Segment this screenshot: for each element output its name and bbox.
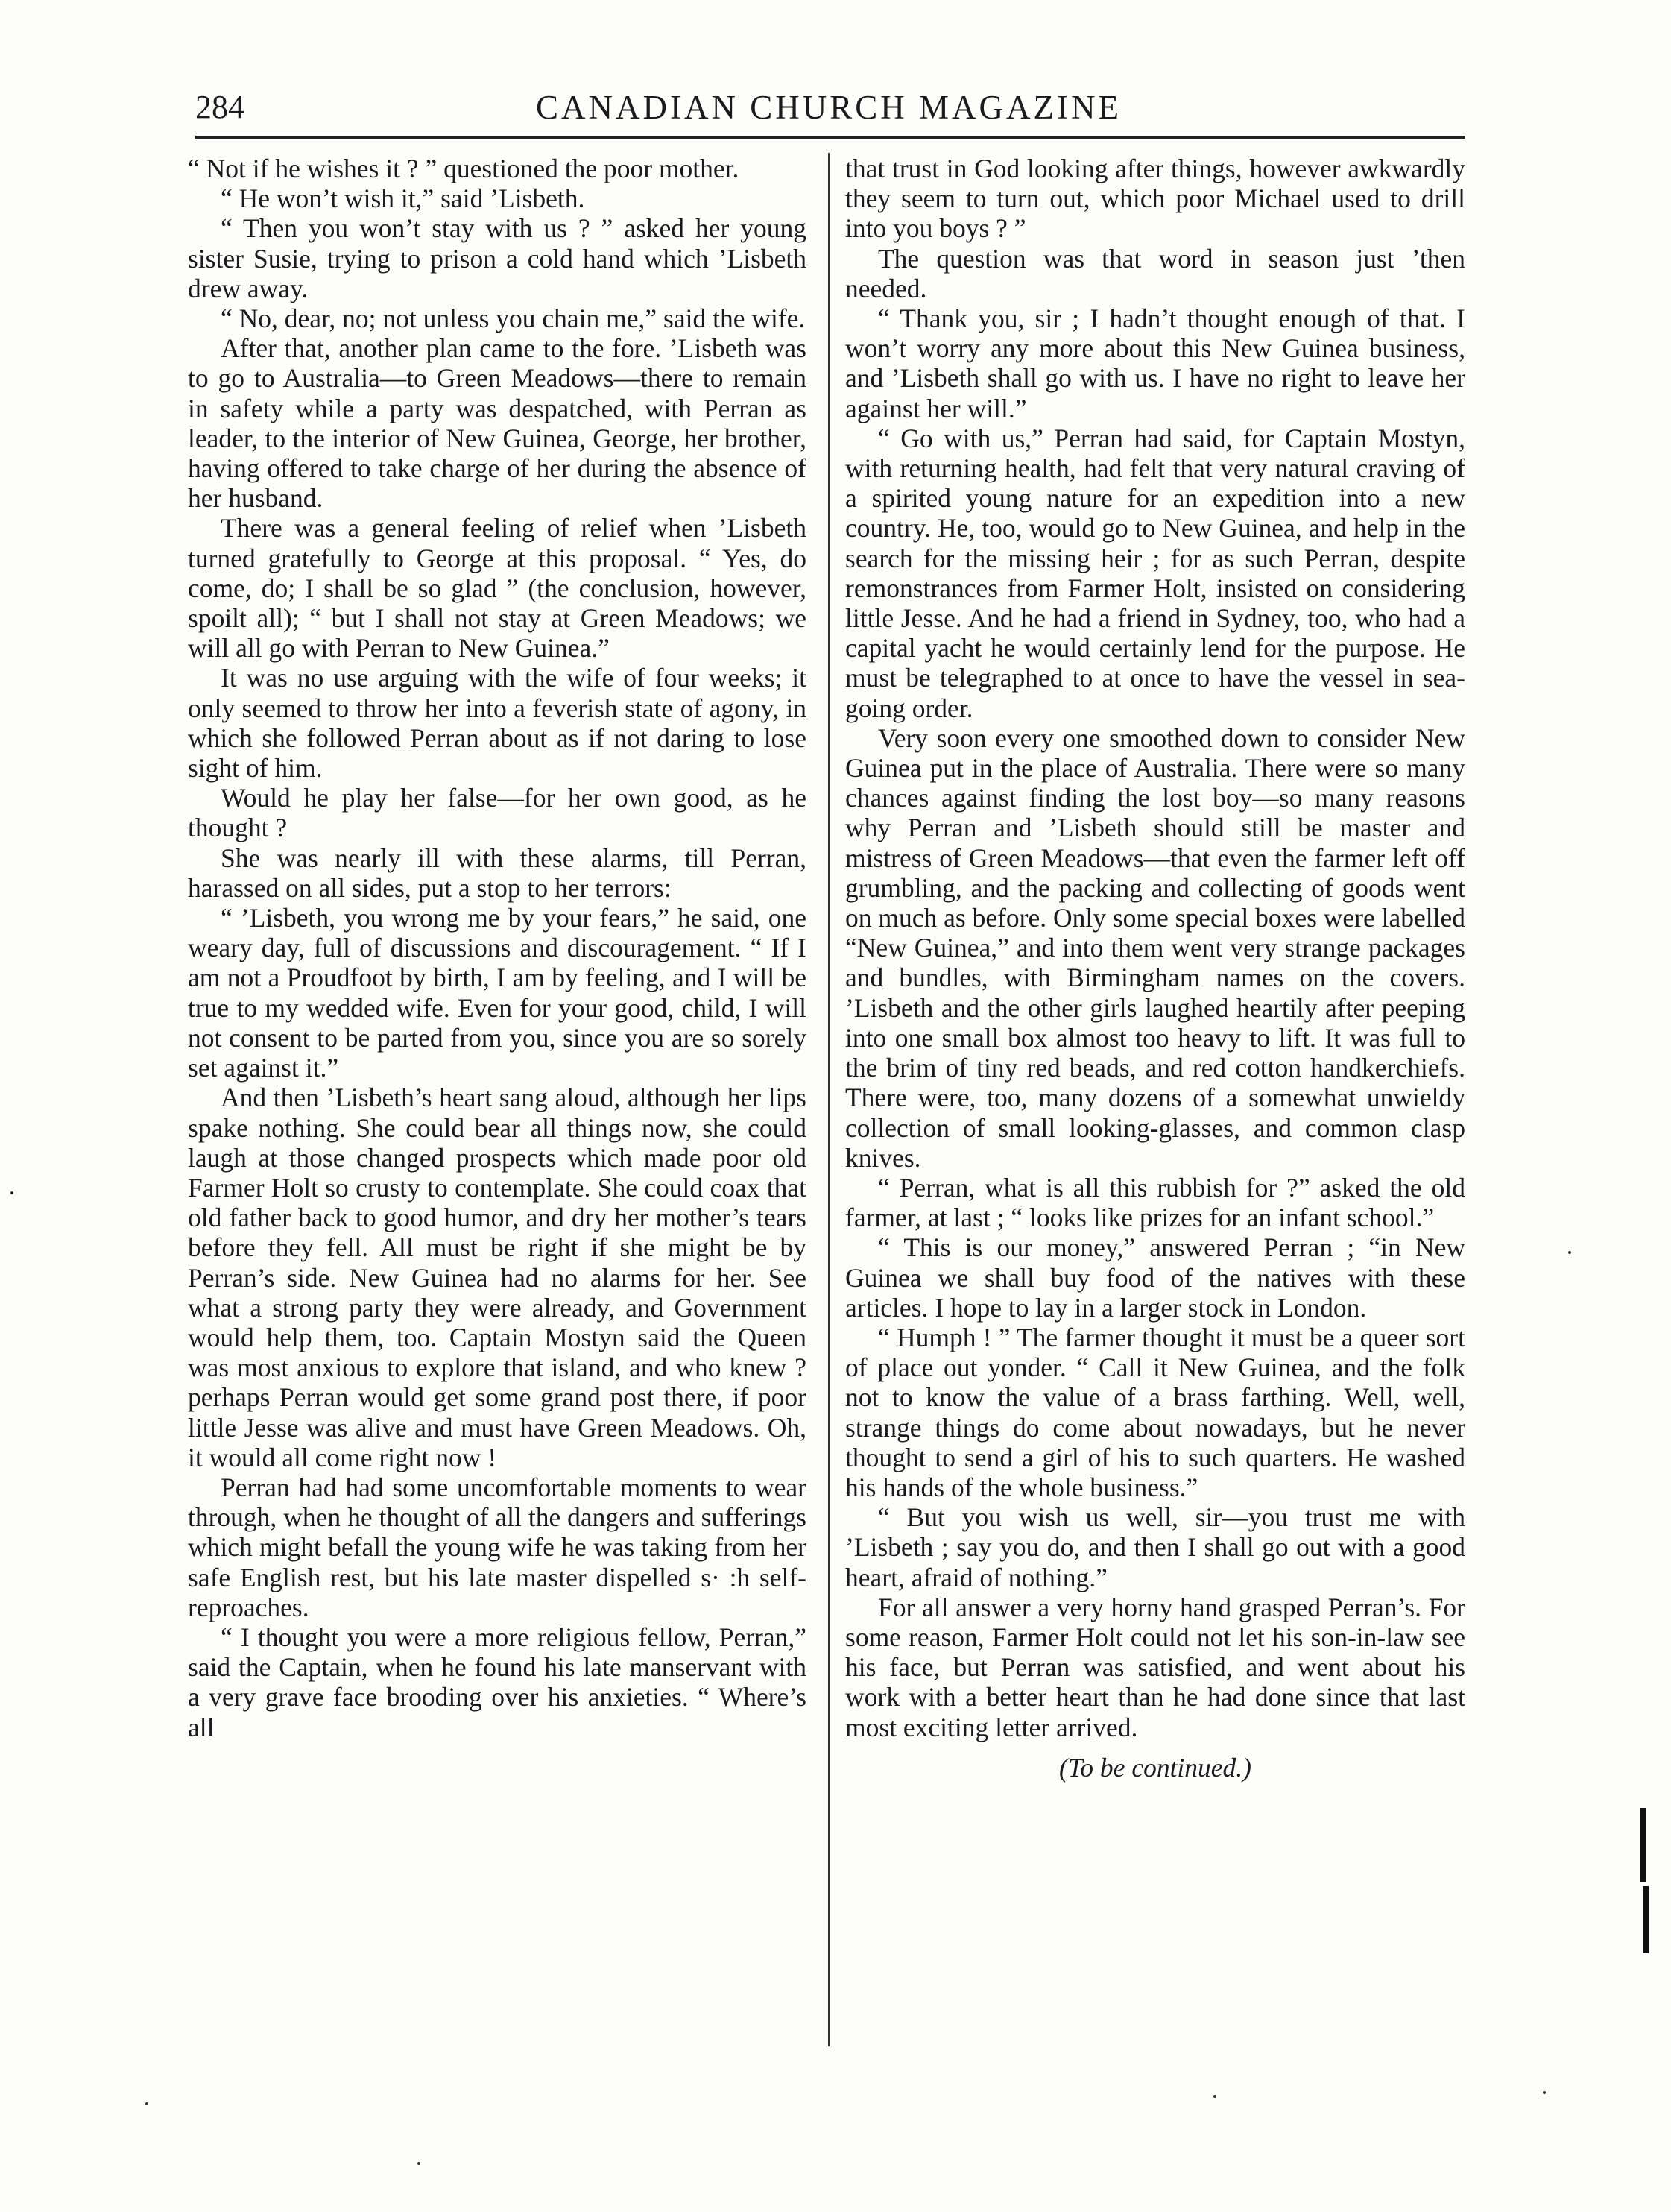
margin-mark <box>1643 1886 1649 1953</box>
paragraph: For all answer a very horny hand grasped Perran’s. For some reason, Farmer Holt could not let his son-in-law see his face, but Perran was satisfied, and went about his work with a better heart than he had done since that last most exciting letter arrived. <box>845 1592 1465 1742</box>
paragraph: She was nearly ill with these alarms, till Perran, harassed on all sides, put a stop to her terrors: <box>188 842 806 903</box>
paragraph: “ Go with us,” Perran had said, for Captain Mostyn, with returning health, had felt that very natural craving of a spirited young nature for an expedition into a new country. He, too, would go to New Guinea, and help in the search for the missing heir ; for as such Perran, despite remonstrances from Farmer Holt, insisted on considering little Jesse. And he had a friend in Sydney, too, who had a capital yacht he would certainly lend for the purpose. He must be telegraphed to at once to have the vessel in sea-going order. <box>845 423 1465 723</box>
scan-speck <box>417 2162 420 2165</box>
paragraph: And then ’Lisbeth’s heart sang aloud, although her lips spake nothing. She could bear all things now, she could laugh at those changed prospects which made poor old Farmer Holt so crusty to contemplate. She could coax that old father back to good humor, and dry her mother’s tears before they fell. All must be right if she might be by Perran’s side. New Guinea had no alarms for her. See what a strong party they were already, and Government would help them, too. Captain Mostyn said the Queen was most anxious to explore that island, and who knew ? perhaps Perran would get some grand post there, if poor little Jesse was alive and must have Green Meadows. Oh, it would all come right now ! <box>188 1083 806 1472</box>
page-number: 284 <box>195 89 244 125</box>
continued-note: (To be continued.) <box>1059 1752 1251 1783</box>
scan-speck <box>145 2102 148 2105</box>
paragraph: “ Then you won’t stay with us ? ” asked her young sister Susie, trying to prison a cold hand which ’Lisbeth drew away. <box>188 213 806 303</box>
paragraph: The question was that word in season just ’then needed. <box>845 243 1465 303</box>
paragraph: “ Humph ! ” The farmer thought it must be a queer sort of place out yonder. “ Call it New Guinea, and the folk not to know the value of a brass farthing. Well, well, strange things do come about nowadays, but he never thought to send a girl of his to such quarters. He washed his hands of the whole business.” <box>845 1322 1465 1502</box>
paragraph: After that, another plan came to the fore. ’Lisbeth was to go to Australia—to Green Meadows—there to remain in safety while a party was despatched, with Perran as leader, to the interior of New Guinea, George, her brother, having offered to take charge of her during the absence of her husband. <box>188 333 806 514</box>
paragraph: Very soon every one smoothed down to consider New Guinea put in the place of Australia. There were so many chances against finding the lost boy—so many reasons why Perran and ’Lisbeth should still be master and mistress of Green Meadows—that even the farmer left off grumbling, and the packing and collecting of goods went on much as before. Only some special boxes were labelled “New Guinea,” and into them went very strange packages and bundles, with Birmingham names on the covers. ’Lisbeth and the other girls laughed heartily after peeping into one small box almost too heavy to lift. It was full to the brim of tiny red beads, and red cotton handkerchiefs. There were, too, many dozens of a somewhat unwieldy collection of small looking-glasses, and common clasp knives. <box>845 722 1465 1173</box>
paragraph: “ I thought you were a more religious fellow, Perran,” said the Captain, when he found his late manservant with a very grave face brooding over his anxieties. “ Where’s all <box>188 1622 806 1742</box>
paragraph: “ ’Lisbeth, you wrong me by your fears,” he said, one weary day, full of discussions and discouragement. “ If I am not a Proudfoot by birth, I am by feeling, and I will be true to my wedded wife. Even for your good, child, I will not consent to be parted from you, since you are so sorely set against it.” <box>188 903 806 1083</box>
paragraph: “ He won’t wish it,” said ’Lisbeth. <box>221 183 585 214</box>
page-header <box>195 88 1462 148</box>
magazine-title: CANADIAN CHURCH MAGAZINE <box>536 89 1122 126</box>
paragraph: It was no use arguing with the wife of four weeks; it only seemed to throw her into a feverish state of agony, in which she followed Perran about as if not daring to lose sight of him. <box>188 663 806 784</box>
paragraph: Perran had had some uncomfortable moments to wear through, when he thought of all the dangers and sufferings which might befall the young wife he was taking from her safe English rest, but his late master dispelled s· :h self-reproaches. <box>188 1472 806 1622</box>
paragraph: “ But you wish us well, sir—you trust me with ’Lisbeth ; say you do, and then I shall go out with a good heart, afraid of nothing.” <box>845 1502 1465 1592</box>
paragraph: “ Perran, what is all this rubbish for ?” asked the old farmer, at last ; “ looks like prizes for an infant school.” <box>845 1172 1465 1233</box>
scan-speck <box>1568 1251 1571 1254</box>
margin-mark <box>1640 1808 1646 1882</box>
scan-speck <box>1213 2095 1216 2098</box>
paragraph: “ No, dear, no; not unless you chain me,” said the wife. <box>221 303 806 334</box>
scan-speck <box>10 1191 13 1194</box>
paragraph: “ Not if he wishes it ? ” questioned the poor mother. <box>188 154 739 183</box>
scan-speck <box>1543 2091 1546 2094</box>
column-divider <box>828 153 830 2046</box>
paragraph: that trust in God looking after things, however awkwardly they seem to turn out, which poor Michael used to drill into you boys ? ” <box>845 154 1465 244</box>
paragraph: There was a general feeling of relief when ’Lisbeth turned gratefully to George at this proposal. “ Yes, do come, do; I shall be so glad ” (the conclusion, however, spoilt all); “ but I shall not stay at Green Meadows; we will all go with Perran to New Guinea.” <box>188 513 806 664</box>
paragraph: Would he play her false—for her own good, as he thought ? <box>188 783 806 843</box>
header-rule <box>195 136 1465 139</box>
paragraph: “ Thank you, sir ; I hadn’t thought enough of that. I won’t worry any more about this New Guinea business, and ’Lisbeth shall go with us. I have no right to leave her against her will.” <box>845 303 1465 423</box>
left-column <box>188 154 806 1742</box>
paragraph: “ This is our money,” answered Perran ; “in New Guinea we shall buy food of the natives with these articles. I hope to lay in a larger stock in London. <box>845 1232 1465 1323</box>
right-column <box>845 154 1465 1783</box>
